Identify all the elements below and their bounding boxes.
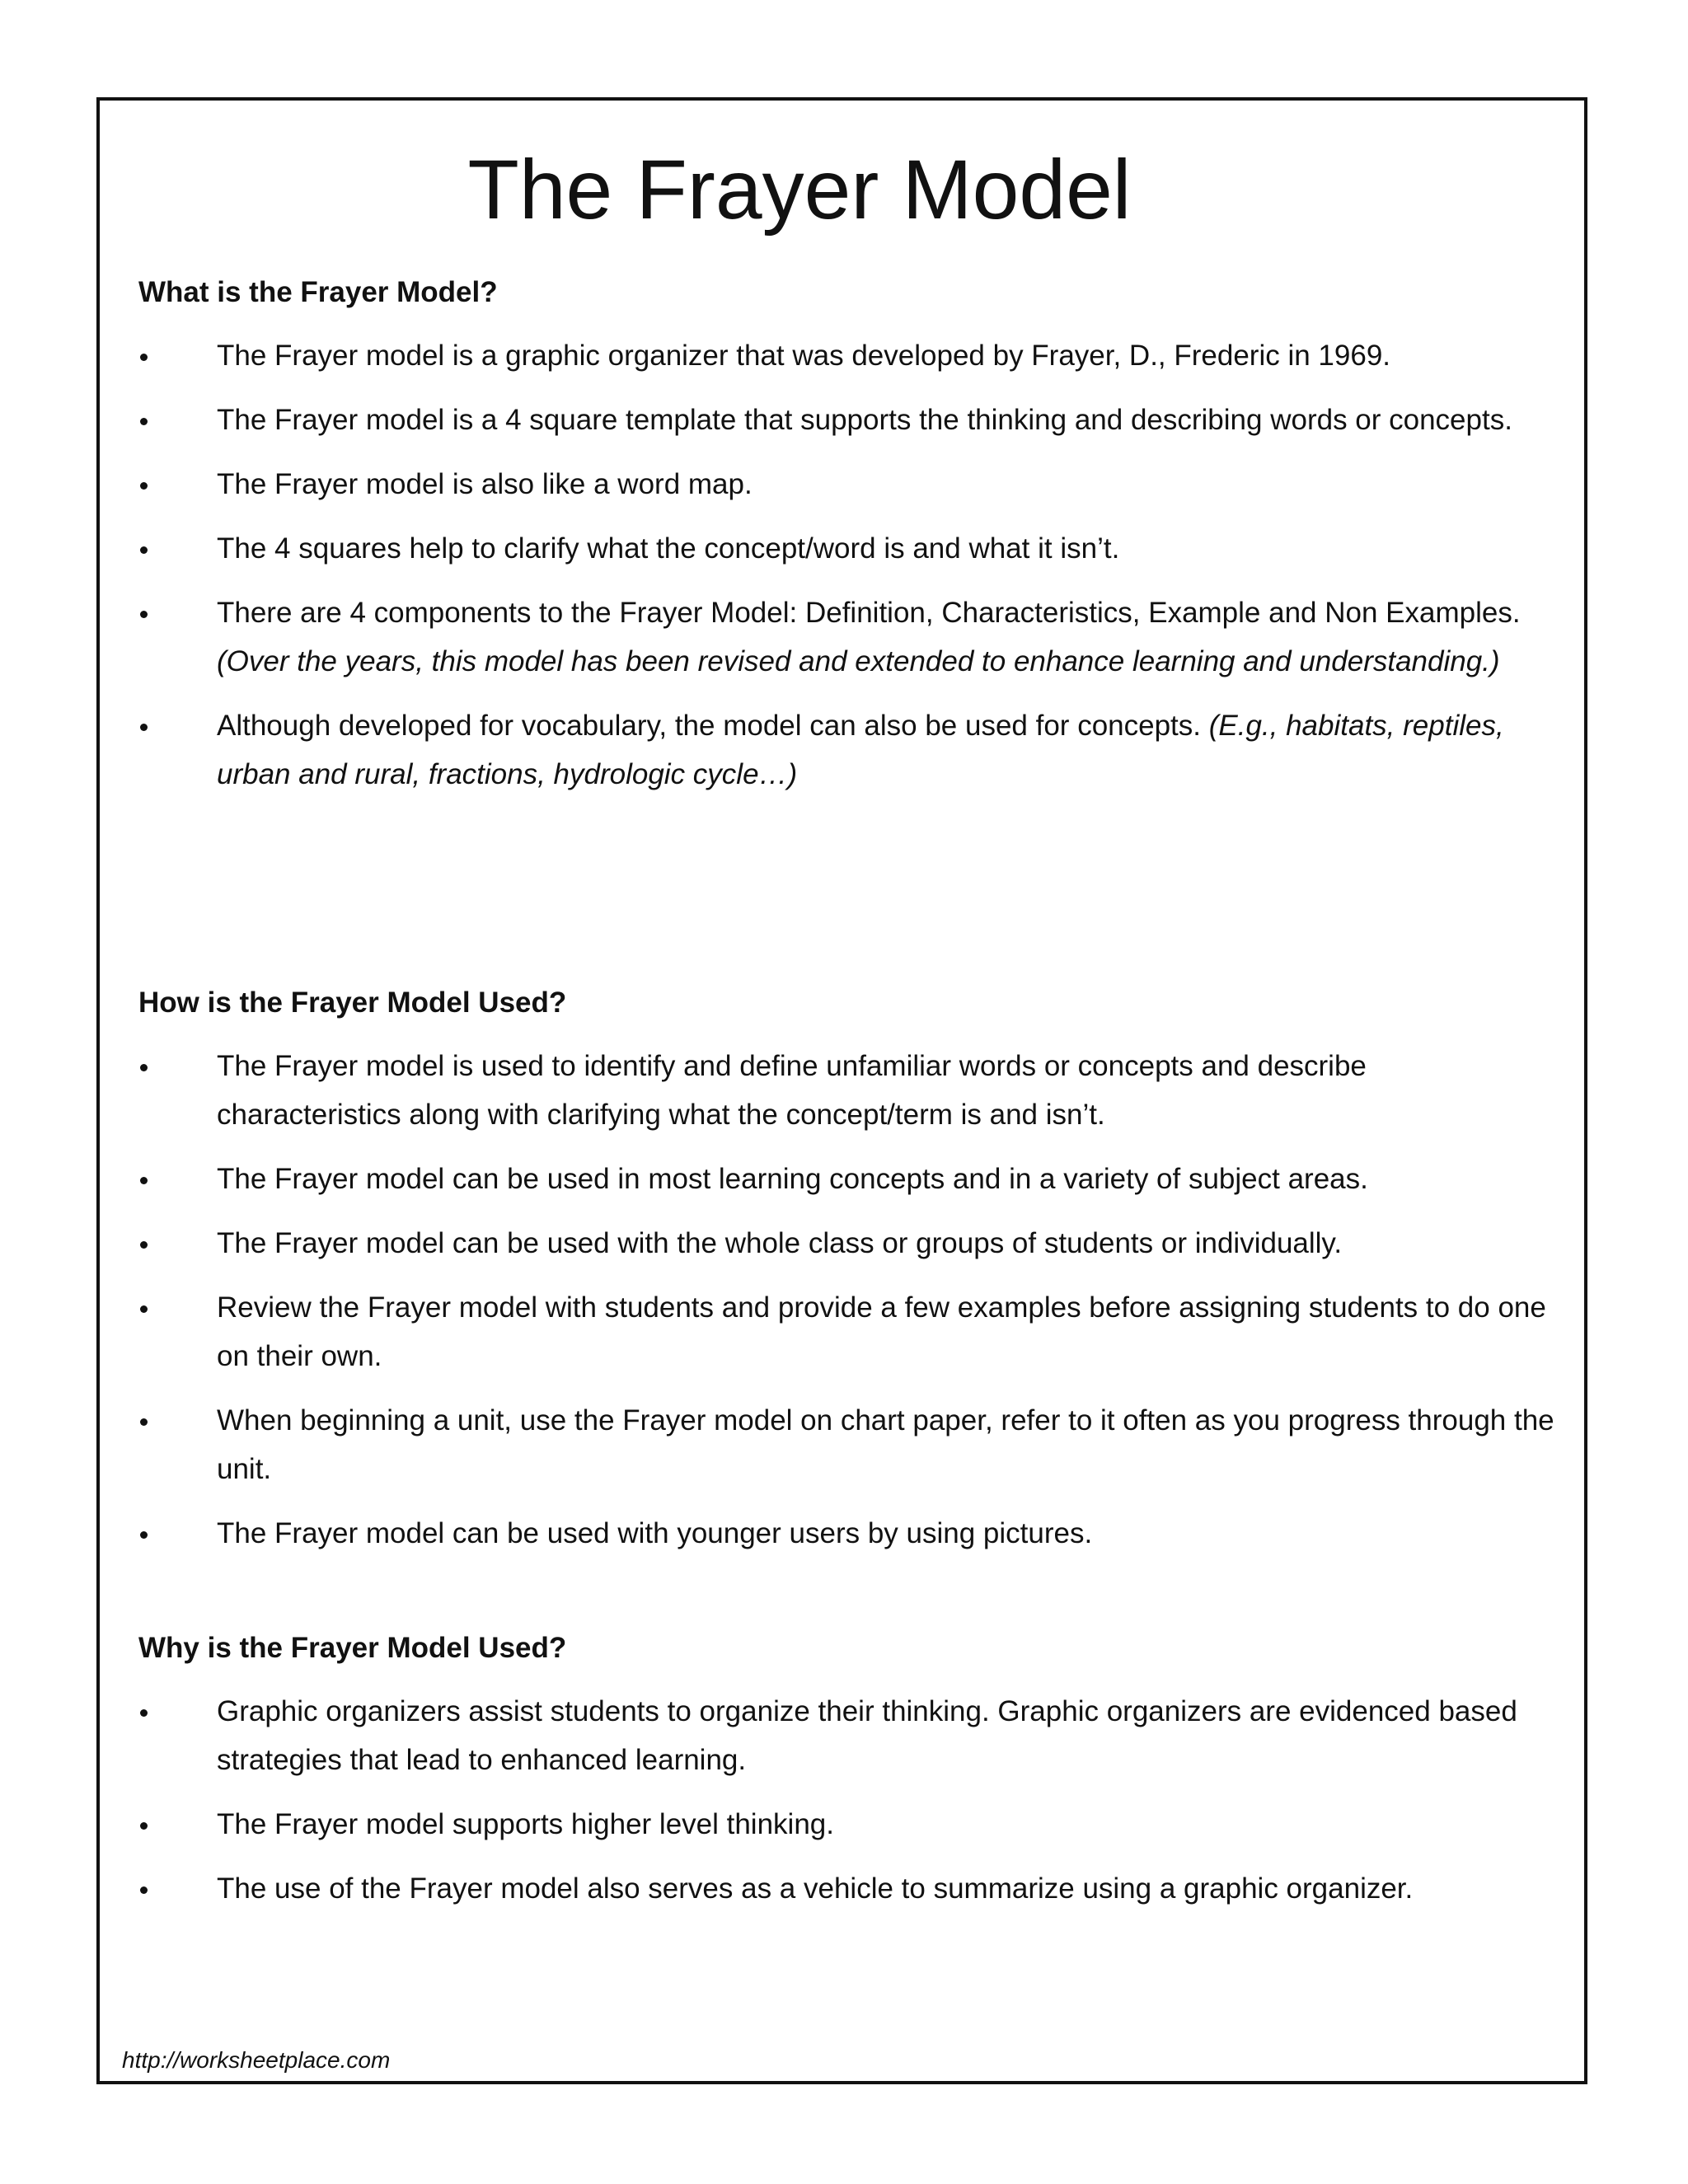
list-item: The use of the Frayer model also serves as a vehicle to summarize using a graphic organizer. [138, 1864, 1556, 1913]
list-item: The 4 squares help to clarify what the concept/word is and what it isn’t. [138, 524, 1556, 573]
bullet-list-why [138, 1687, 1556, 1929]
list-item: The Frayer model is also like a word map. [138, 460, 1556, 509]
footer-source-url: http://worksheetplace.com [122, 2047, 391, 2073]
list-item-note: (E.g., habitats, reptiles, urban and rural, fractions, hydrologic cycle…) [217, 710, 1504, 790]
list-item: The Frayer model is a 4 square template that supports the thinking and describing words or concepts. [138, 396, 1556, 444]
list-item: The Frayer model can be used with younger users by using pictures. [138, 1509, 1556, 1558]
section-heading-why: Why is the Frayer Model Used? [138, 1632, 567, 1664]
list-item: Graphic organizers assist students to organize their thinking. Graphic organizers are evidenced based strategies that lead to enhanced learning. [138, 1687, 1556, 1784]
list-item: There are 4 components to the Frayer Model: Definition, Characteristics, Example and Non Examples. (Over the years, this model has been revised and extended to enhance learning and understanding.) [138, 588, 1556, 686]
section-heading-how: How is the Frayer Model Used? [138, 987, 567, 1019]
bullet-list-what [138, 331, 1556, 814]
list-item-note: (Over the years, this model has been revised and extended to enhance learning and understanding.) [217, 645, 1500, 677]
list-item: When beginning a unit, use the Frayer model on chart paper, refer to it often as you progress through the unit. [138, 1396, 1556, 1493]
page-title: The Frayer Model [467, 143, 1132, 237]
section-heading-what: What is the Frayer Model? [138, 276, 498, 308]
list-item: The Frayer model supports higher level thinking. [138, 1800, 1556, 1849]
list-item: The Frayer model is a graphic organizer that was developed by Frayer, D., Frederic in 1969. [138, 331, 1556, 380]
list-item: Although developed for vocabulary, the model can also be used for concepts. (E.g., habitats, reptiles, urban and rural, fractions, hydrologic cycle…) [138, 701, 1556, 799]
list-item: The Frayer model can be used in most learning concepts and in a variety of subject areas. [138, 1155, 1556, 1203]
list-item: The Frayer model is used to identify and define unfamiliar words or concepts and describe characteristics along with clarifying what the concept/term is and isn’t. [138, 1042, 1556, 1139]
list-item: Review the Frayer model with students and provide a few examples before assigning students to do one on their own. [138, 1283, 1556, 1380]
bullet-list-how [138, 1042, 1556, 1573]
list-item: The Frayer model can be used with the whole class or groups of students or individually. [138, 1219, 1556, 1268]
